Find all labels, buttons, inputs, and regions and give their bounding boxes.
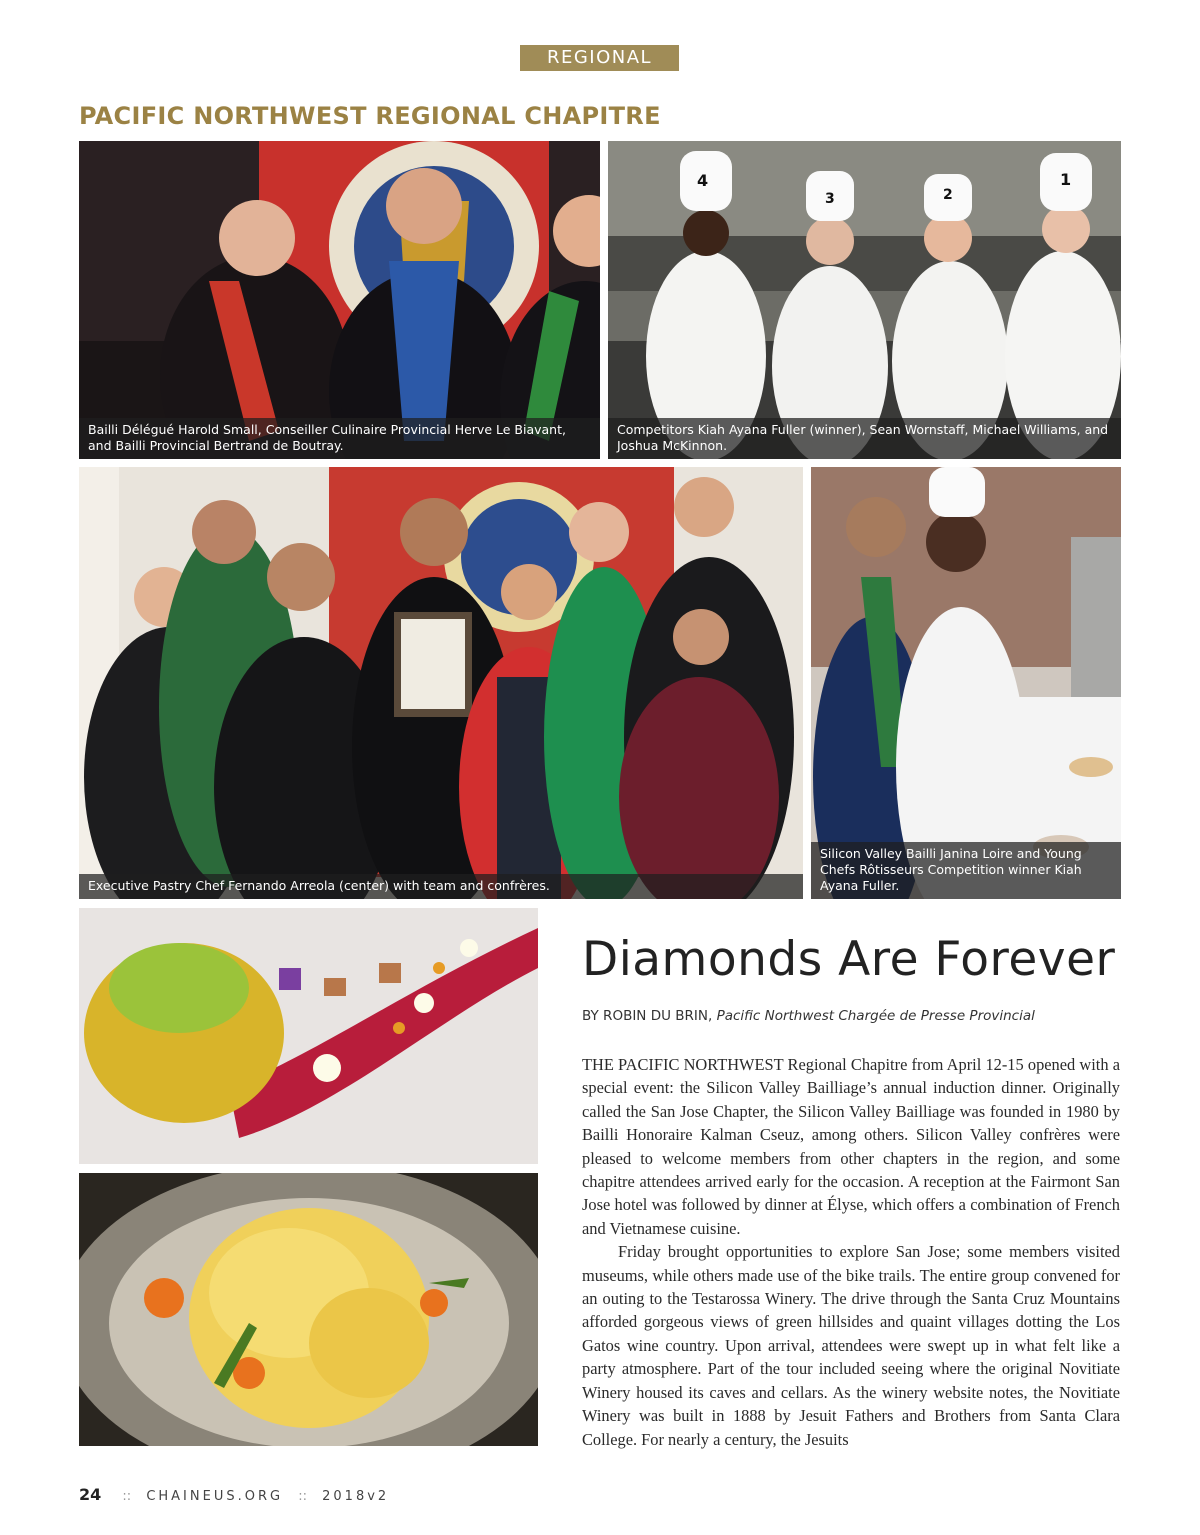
article-body [582,1053,1120,1451]
bailli-winner-image [811,467,1121,899]
photo-bailli-winner [811,467,1121,899]
page-number: 24 [79,1485,102,1504]
article-paragraph: THE PACIFIC NORTHWEST Regional Chapitre from April 12-15 opened with a special event: the Silicon Valley Bailliage’s annual induction dinner. Originally called the San Jose Chapter, the Silicon Valley Bailliage was founded in 1980 by Bailli Honoraire Kalman Cseuz, among others. Silicon Valley confrères were pleased to welcome members from other chapters in the region, and some chapitre attendees arrived early for the occasion. A reception at the Fairmont San Jose hotel was followed by dinner at Élyse, which offers a combination of French and Vietnamese cuisine. [582,1055,1120,1238]
photo-officers [79,141,600,459]
photo-apple-dessert [79,908,538,1164]
sorbet-image [79,1173,538,1446]
apple-dessert-image [79,908,538,1164]
photo-sorbet [79,1173,538,1446]
officers-image [79,141,600,459]
footer-separator: :: [298,1489,307,1504]
article-headline: Diamonds Are Forever [582,932,1116,987]
footer-separator: :: [122,1489,132,1504]
caption-officers: Bailli Délégué Harold Small, Conseiller Culinaire Provincial Herve Le Biavant, and Bailli Provincial Bertrand de Boutray. [79,418,600,459]
article-paragraph: Friday brought opportunities to explore San Jose; some members visited museums, while others made use of the bike trails. The entire group convened for an outing to the Testarossa Winery. The drive through the Santa Cruz Mountains afforded gorgeous views of green hillsides and quaint villages dotting the Los Gatos wine country. Upon arrival, attendees were swept up in what felt like a party atmosphere. Part of the tour included seeing where the original Novitiate Winery housed its caves and cellars. As the winery website notes, the Novitiate Winery was built in 1888 by Jesuit Fathers and Brothers from Santa Clara College. For nearly a century, the Jesuits [582,1242,1120,1449]
photo-competitors [608,141,1121,459]
footer-issue: 2018v2 [322,1489,390,1504]
article-byline [582,1008,1035,1024]
caption-pastry-team: Executive Pastry Chef Fernando Arreola (center) with team and confrères. [79,874,803,899]
pastry-team-image [79,467,803,899]
hat-number-4: 4 [697,171,709,190]
section-title: PACIFIC NORTHWEST REGIONAL CHAPITRE [79,102,661,130]
byline-author: BY ROBIN DU BRIN, [582,1008,713,1024]
caption-competitors: Competitors Kiah Ayana Fuller (winner), Sean Wornstaff, Michael Williams, and Joshua McKinnon. [608,418,1121,459]
footer-site[interactable]: CHAINEUS.ORG [146,1489,284,1504]
hat-number-1: 1 [1060,170,1072,189]
caption-bailli-winner: Silicon Valley Bailli Janina Loire and Young Chefs Rôtisseurs Competition winner Kiah Ayana Fuller. [811,842,1121,899]
photo-pastry-team [79,467,803,899]
competitors-image [608,141,1121,459]
byline-role: Pacific Northwest Chargée de Presse Provincial [716,1008,1035,1024]
page-footer [79,1485,389,1504]
hat-number-2: 2 [943,187,953,203]
section-tag: REGIONAL [520,45,679,71]
hat-number-3: 3 [825,191,835,207]
